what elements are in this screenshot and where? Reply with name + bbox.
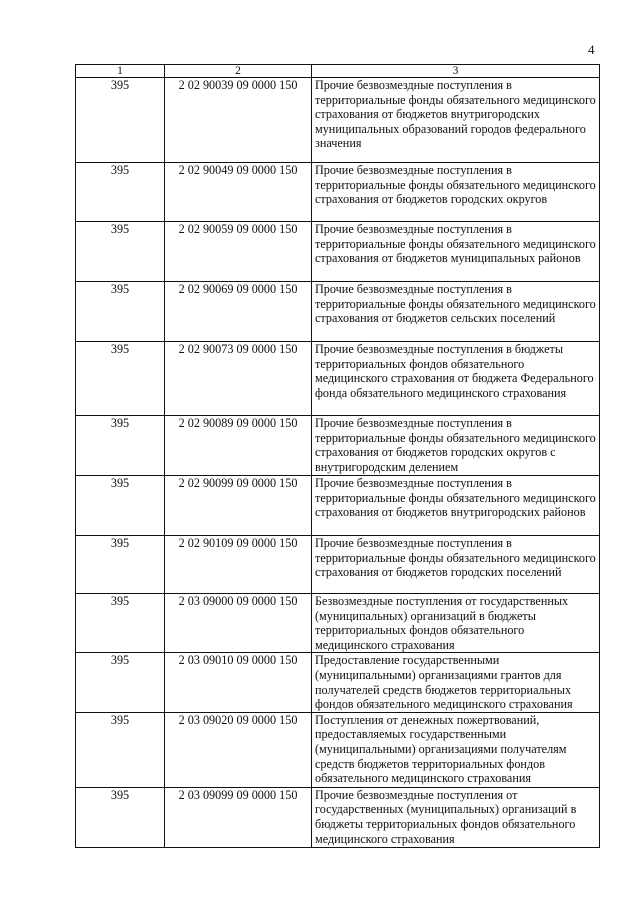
budget-code-cell: 2 02 90109 09 0000 150 <box>165 536 312 594</box>
admin-code-cell: 395 <box>76 416 165 476</box>
description-cell: Прочие безвозмездные поступления в территориальные фонды обязательного медицинского страхования от бюджетов городских округов с внутригородским делением <box>312 416 600 476</box>
admin-code-cell: 395 <box>76 712 165 787</box>
table-row <box>76 653 600 712</box>
budget-code-cell: 2 02 90073 09 0000 150 <box>165 342 312 416</box>
column-header-3: 3 <box>312 65 600 78</box>
description-cell: Прочие безвозмездные поступления в территориальные фонды обязательного медицинского страхования от бюджетов внутригородских муниципальных образований городов федерального значения <box>312 78 600 163</box>
table-row <box>76 282 600 342</box>
admin-code-cell: 395 <box>76 536 165 594</box>
description-cell: Прочие безвозмездные поступления в территориальные фонды обязательного медицинского страхования от бюджетов внутригородских районов <box>312 476 600 536</box>
budget-code-cell: 2 02 90059 09 0000 150 <box>165 222 312 282</box>
table-row <box>76 78 600 163</box>
budget-code-cell: 2 02 90049 09 0000 150 <box>165 163 312 222</box>
budget-code-cell: 2 03 09099 09 0000 150 <box>165 787 312 847</box>
description-cell: Поступления от денежных пожертвований, предоставляемых государственными (муниципальными) организациями получателям средств бюджетов территориальных фондов обязательного медицинского страхования <box>312 712 600 787</box>
budget-code-cell: 2 02 90089 09 0000 150 <box>165 416 312 476</box>
budget-code-cell: 2 02 90099 09 0000 150 <box>165 476 312 536</box>
table-row <box>76 476 600 536</box>
admin-code-cell: 395 <box>76 594 165 653</box>
admin-code-cell: 395 <box>76 282 165 342</box>
admin-code-cell: 395 <box>76 787 165 847</box>
description-cell: Прочие безвозмездные поступления в территориальные фонды обязательного медицинского страхования от бюджетов городских округов <box>312 163 600 222</box>
table-header <box>76 65 600 78</box>
page-number: 4 <box>588 42 595 57</box>
budget-code-cell: 2 03 09000 09 0000 150 <box>165 594 312 653</box>
description-cell: Прочие безвозмездные поступления в территориальные фонды обязательного медицинского страхования от бюджетов городских поселений <box>312 536 600 594</box>
table-body <box>76 78 600 848</box>
admin-code-cell: 395 <box>76 476 165 536</box>
admin-code-cell: 395 <box>76 78 165 163</box>
budget-code-cell: 2 02 90069 09 0000 150 <box>165 282 312 342</box>
table-row <box>76 536 600 594</box>
table-row <box>76 594 600 653</box>
admin-code-cell: 395 <box>76 222 165 282</box>
description-cell: Прочие безвозмездные поступления от государственных (муниципальных) организаций в бюджеты территориальных фондов обязательного медицинского страхования <box>312 787 600 847</box>
table-row <box>76 222 600 282</box>
description-cell: Прочие безвозмездные поступления в бюджеты территориальных фондов обязательного медицинского страхования от бюджета Федерального фонда обязательного медицинского страхования <box>312 342 600 416</box>
column-header-2: 2 <box>165 65 312 78</box>
description-cell: Безвозмездные поступления от государственных (муниципальных) организаций в бюджеты территориальных фондов обязательного медицинского страхования <box>312 594 600 653</box>
budget-code-cell: 2 03 09010 09 0000 150 <box>165 653 312 712</box>
admin-code-cell: 395 <box>76 163 165 222</box>
table-row <box>76 342 600 416</box>
budget-code-cell: 2 03 09020 09 0000 150 <box>165 712 312 787</box>
table-header-row <box>76 65 600 78</box>
description-cell: Прочие безвозмездные поступления в территориальные фонды обязательного медицинского страхования от бюджетов муниципальных районов <box>312 222 600 282</box>
table-row <box>76 416 600 476</box>
admin-code-cell: 395 <box>76 653 165 712</box>
description-cell: Предоставление государственными (муниципальными) организациями грантов для получателей средств бюджетов территориальных фондов обязательного медицинского страхования <box>312 653 600 712</box>
table-row <box>76 787 600 847</box>
column-header-1: 1 <box>76 65 165 78</box>
budget-code-cell: 2 02 90039 09 0000 150 <box>165 78 312 163</box>
table-row <box>76 163 600 222</box>
admin-code-cell: 395 <box>76 342 165 416</box>
revenue-codes-table <box>75 64 600 848</box>
description-cell: Прочие безвозмездные поступления в территориальные фонды обязательного медицинского страхования от бюджетов сельских поселений <box>312 282 600 342</box>
table-row <box>76 712 600 787</box>
